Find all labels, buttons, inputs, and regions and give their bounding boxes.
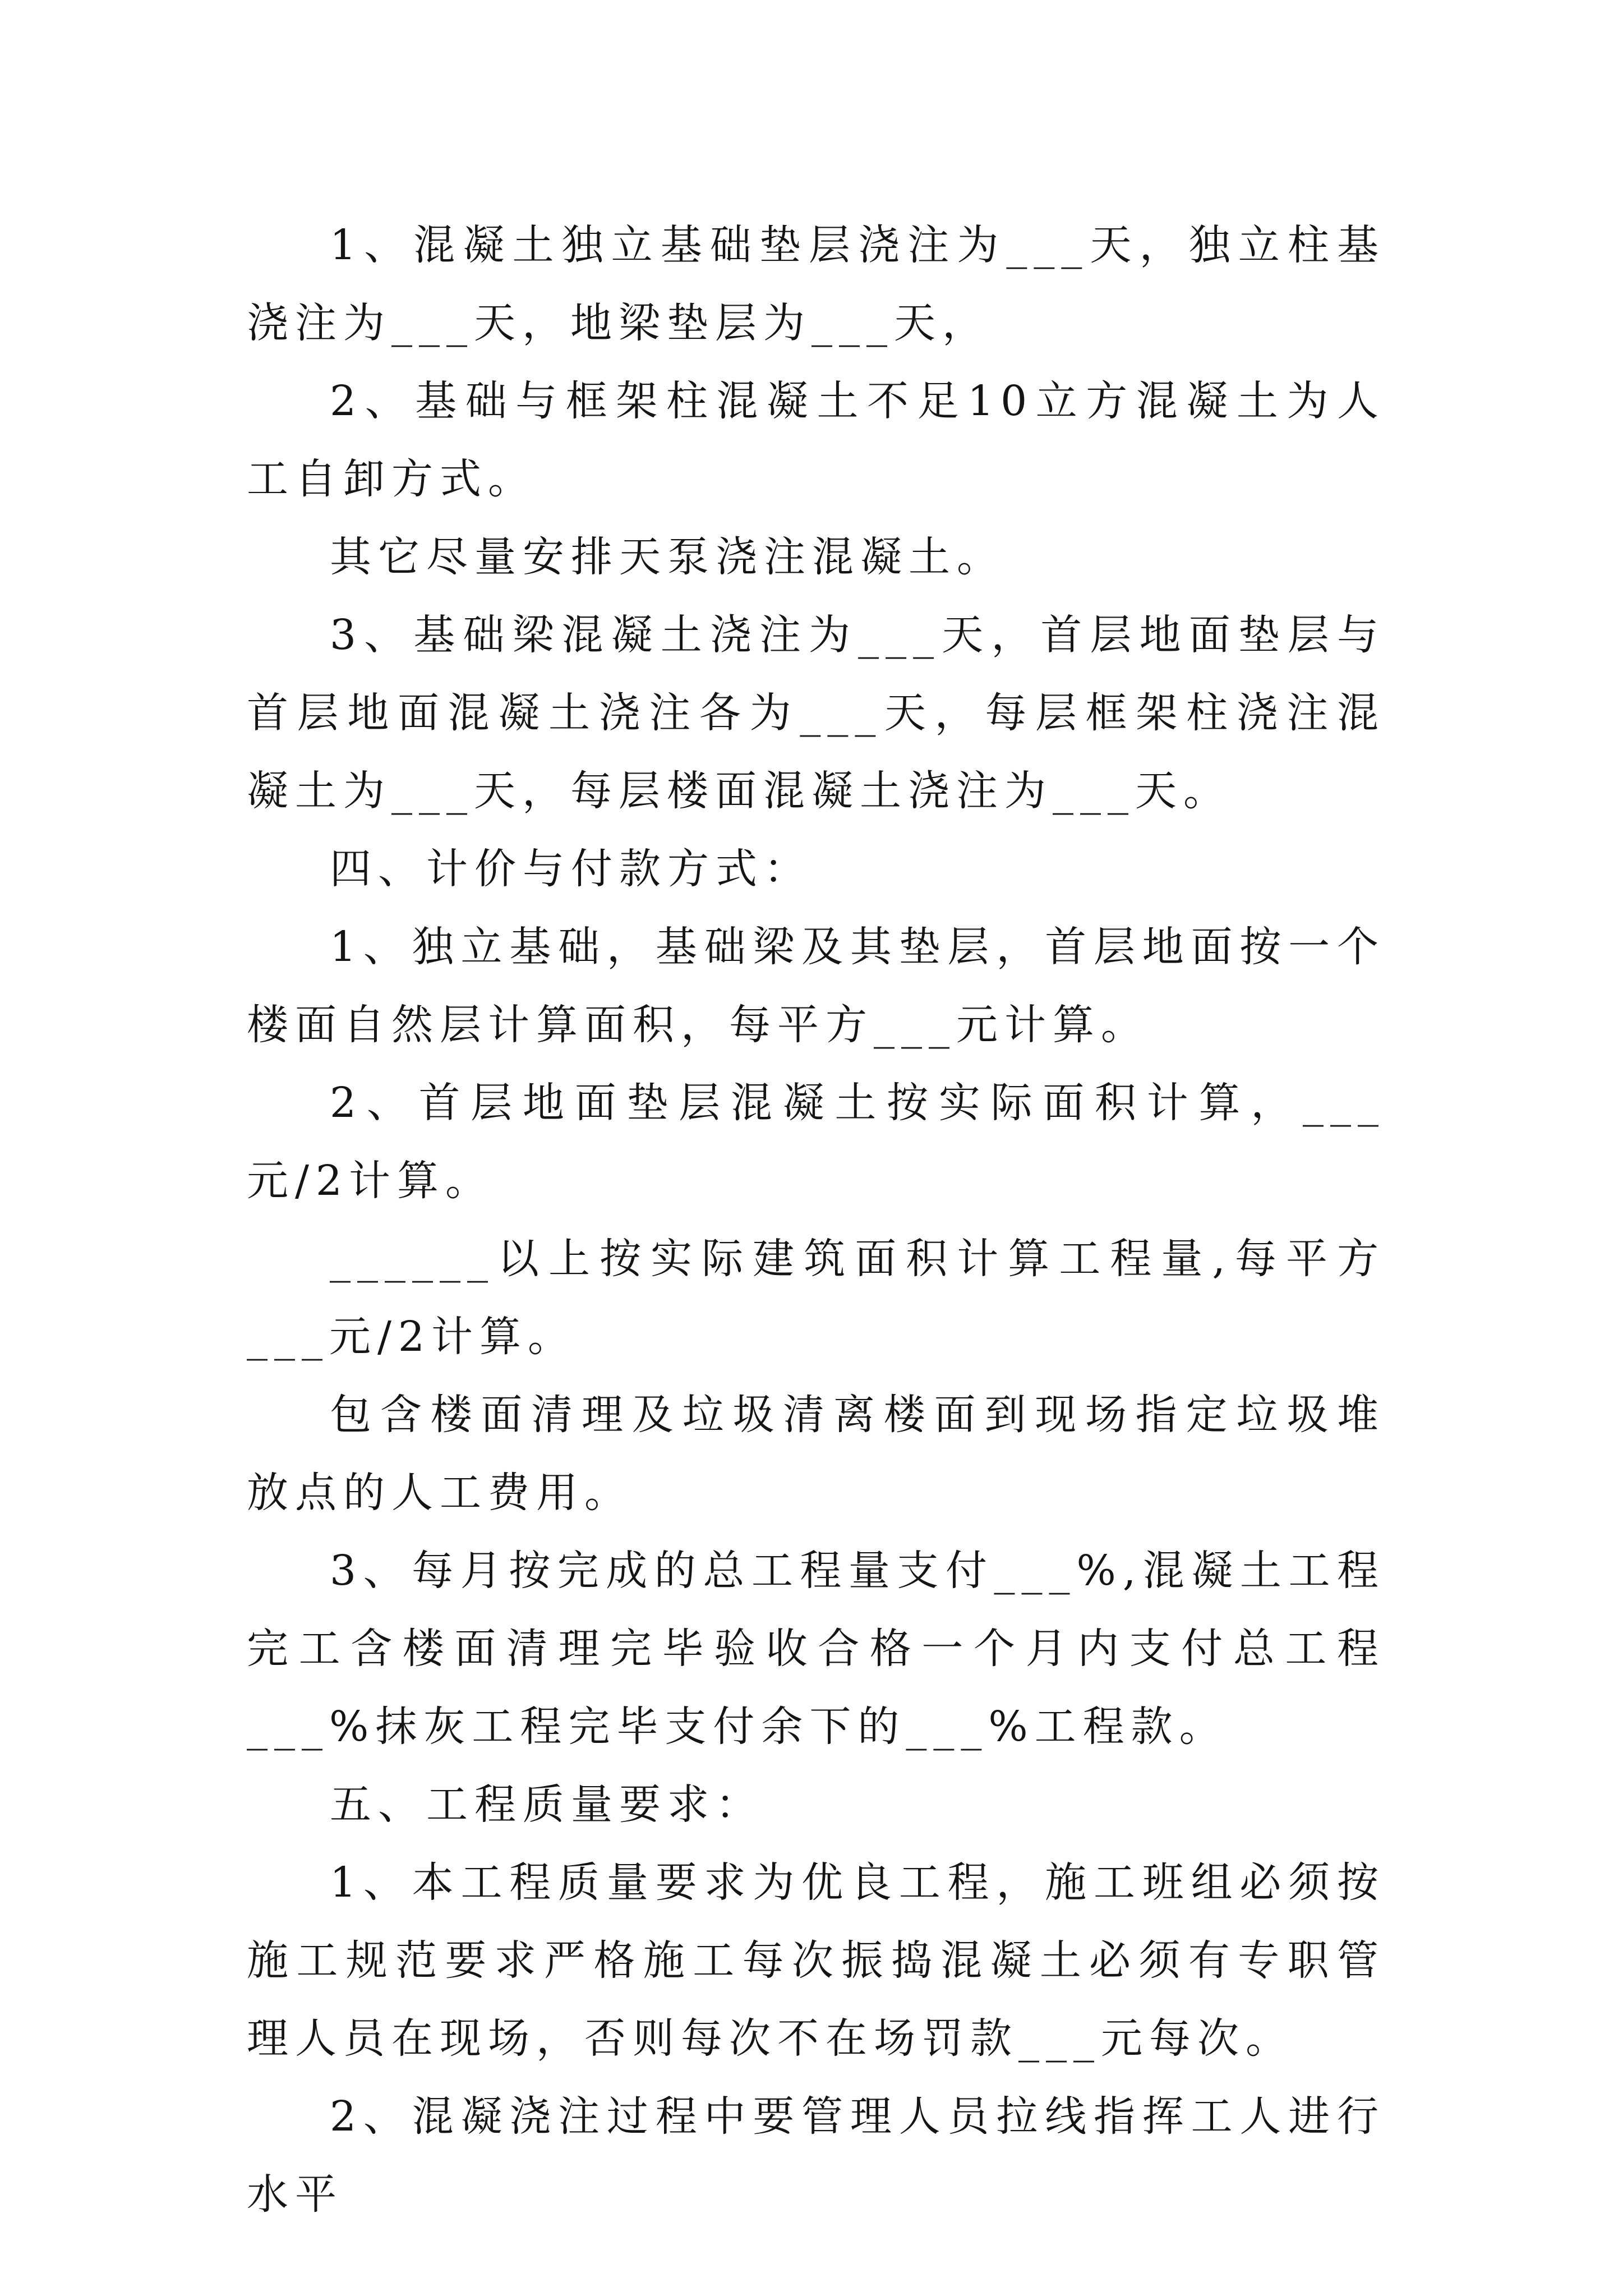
paragraph-pour-schedule-foundation: 1、混凝土独立基础垫层浇注为___天，独立柱基浇注为___天，地梁垫层为___天， <box>247 221 1385 347</box>
section-heading-pricing-payment: 四、计价与付款方式： <box>330 845 812 893</box>
paragraph-pouring-leveling: 2、混凝浇注过程中要管理人员拉线指挥工人进行水平 <box>247 2092 1385 2219</box>
paragraph-manual-unloading: 2、基础与框架柱混凝土不足10立方混凝土为人工自卸方式。 <box>247 377 1385 503</box>
paragraph-pump-pouring: 其它尽量安排天泵浇注混凝土。 <box>330 533 1005 581</box>
document-body <box>247 206 1385 2234</box>
paragraph-quality-supervision: 1、本工程质量要求为优良工程，施工班组必须按施工规范要求严格施工每次振捣混凝土必须有专职管理人员在现场，否则每次不在场罚款___元每次。 <box>247 1858 1385 2063</box>
section-heading-quality-requirements: 五、工程质量要求： <box>330 1780 764 1829</box>
paragraph-pricing-ground-cushion: 2、首层地面垫层混凝土按实际面积计算，___元/2计算。 <box>247 1079 1385 1205</box>
paragraph-payment-schedule: 3、每月按完成的总工程量支付___%,混凝土工程完工含楼面清理完毕验收合格一个月内支付总工程___%抹灰工程完毕支付余下的___%工程款。 <box>247 1547 1385 1751</box>
paragraph-pricing-building-area: ______以上按实际建筑面积计算工程量,每平方___元/2计算。 <box>247 1235 1385 1361</box>
paragraph-pour-schedule-floors: 3、基础梁混凝土浇注为___天，首层地面垫层与首层地面混凝土浇注各为___天，每层框架柱浇注混凝土为___天，每层楼面混凝土浇注为___天。 <box>247 611 1385 815</box>
paragraph-pricing-foundation: 1、独立基础，基础梁及其垫层，首层地面按一个楼面自然层计算面积，每平方___元计算。 <box>247 923 1385 1049</box>
paragraph-cleanup-costs: 包含楼面清理及垃圾清离楼面到现场指定垃圾堆放点的人工费用。 <box>247 1391 1385 1517</box>
